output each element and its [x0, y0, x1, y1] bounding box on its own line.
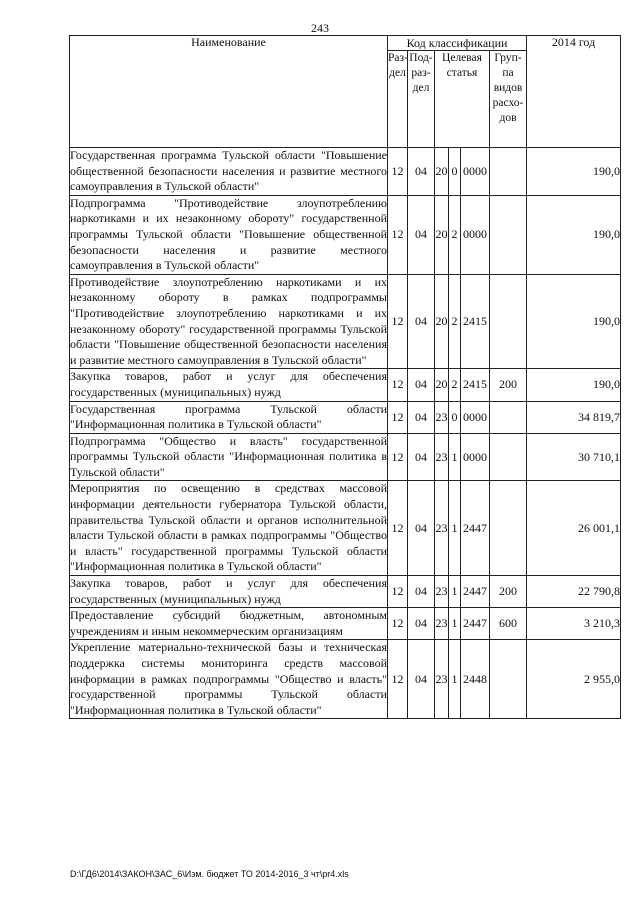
row-name: Мероприятия по освещению в средствах массовой информации деятельности губернатора Тульской области, правительства Тульской области и органов исполнительной власти Тульской области в рамках подпрограммы "Общество и власть" государственной программы Тульской области "Информационная политика в Тульской области" [70, 481, 388, 576]
table-row [70, 401, 621, 433]
row-target-direction: 2415 [461, 274, 490, 369]
row-amount: 2 955,0 [527, 640, 621, 719]
row-expense-group: 600 [490, 608, 527, 640]
row-expense-group: 200 [490, 576, 527, 608]
table-row [70, 576, 621, 608]
row-target-direction: 2447 [461, 481, 490, 576]
row-expense-group: 200 [490, 369, 527, 401]
header-podrazdel: Под-раз-дел [408, 51, 435, 148]
row-target-subprogram: 2 [449, 195, 461, 274]
row-name: Закупка товаров, работ и услуг для обеспечения государственных (муниципальных) нужд [70, 576, 388, 608]
row-amount: 26 001,1 [527, 481, 621, 576]
row-target-subprogram: 1 [449, 481, 461, 576]
row-name: Государственная программа Тульской области "Информационная политика в Тульской области" [70, 401, 388, 433]
row-target-direction: 2415 [461, 369, 490, 401]
header-code-group: Код классификации [388, 36, 527, 51]
header-gruppa: Груп-па видов расхо-дов [490, 51, 527, 148]
row-target-direction: 0000 [461, 433, 490, 481]
row-amount: 30 710,1 [527, 433, 621, 481]
row-target-direction: 2447 [461, 576, 490, 608]
row-expense-group [490, 640, 527, 719]
row-podrazdel: 04 [408, 608, 435, 640]
row-target-program: 20 [435, 369, 449, 401]
row-razdel: 12 [388, 148, 408, 196]
row-podrazdel: 04 [408, 195, 435, 274]
row-expense-group [490, 481, 527, 576]
row-name: Закупка товаров, работ и услуг для обеспечения государственных (муниципальных) нужд [70, 369, 388, 401]
budget-table [69, 35, 621, 719]
row-podrazdel: 04 [408, 274, 435, 369]
row-amount: 190,0 [527, 274, 621, 369]
header-year: 2014 год [527, 36, 621, 148]
row-amount: 190,0 [527, 195, 621, 274]
table-row [70, 274, 621, 369]
header-name: Наименование [70, 36, 388, 148]
row-target-subprogram: 0 [449, 401, 461, 433]
row-amount: 190,0 [527, 148, 621, 196]
table-row [70, 433, 621, 481]
row-expense-group [490, 401, 527, 433]
row-expense-group [490, 195, 527, 274]
header-razdel: Раз-дел [388, 51, 408, 148]
row-podrazdel: 04 [408, 148, 435, 196]
row-name: Предоставление субсидий бюджетным, автономным учреждениям и иным некоммерческим организациям [70, 608, 388, 640]
row-target-subprogram: 1 [449, 433, 461, 481]
row-target-subprogram: 2 [449, 274, 461, 369]
page-number: 243 [311, 21, 329, 35]
row-podrazdel: 04 [408, 433, 435, 481]
row-amount: 34 819,7 [527, 401, 621, 433]
row-podrazdel: 04 [408, 576, 435, 608]
row-target-direction: 0000 [461, 401, 490, 433]
row-target-program: 23 [435, 576, 449, 608]
row-razdel: 12 [388, 433, 408, 481]
row-expense-group [490, 148, 527, 196]
row-target-direction: 0000 [461, 148, 490, 196]
row-target-direction: 2448 [461, 640, 490, 719]
row-target-program: 23 [435, 608, 449, 640]
row-target-program: 20 [435, 274, 449, 369]
row-razdel: 12 [388, 640, 408, 719]
row-target-subprogram: 1 [449, 608, 461, 640]
row-target-program: 20 [435, 148, 449, 196]
table-row [70, 195, 621, 274]
row-podrazdel: 04 [408, 401, 435, 433]
row-target-direction: 2447 [461, 608, 490, 640]
row-target-program: 23 [435, 481, 449, 576]
row-target-subprogram: 1 [449, 640, 461, 719]
footer-file-path: D:\ГД6\2014\ЗАКОН\ЗАС_6\Изм. бюджет ТО 2014-2016_3 чт\pr4.xls [70, 869, 349, 879]
row-razdel: 12 [388, 481, 408, 576]
table-row [70, 608, 621, 640]
row-razdel: 12 [388, 195, 408, 274]
row-name: Противодействие злоупотреблению наркотиками и их незаконному обороту в рамках подпрограммы "Противодействие злоупотреблению наркотиками и их незаконному обороту" государственной программы Тульской области "Повышение общественной безопасности населения и развитие местного самоуправления в Тульской области" [70, 274, 388, 369]
table-row [70, 369, 621, 401]
table-body [70, 148, 621, 719]
row-target-program: 23 [435, 401, 449, 433]
row-razdel: 12 [388, 369, 408, 401]
table-row [70, 148, 621, 196]
row-name: Государственная программа Тульской области "Повышение общественной безопасности населения и развитие местного самоуправления в Тульской области" [70, 148, 388, 196]
row-target-direction: 0000 [461, 195, 490, 274]
row-expense-group [490, 433, 527, 481]
row-expense-group [490, 274, 527, 369]
row-name: Укрепление материально-технической базы и техническая поддержка системы мониторинга средств массовой информации в рамках подпрограммы "Общество и власть" государственной программы Тульской области "Информационная политика в Тульской области" [70, 640, 388, 719]
row-amount: 190,0 [527, 369, 621, 401]
row-target-subprogram: 2 [449, 369, 461, 401]
row-target-program: 20 [435, 195, 449, 274]
row-razdel: 12 [388, 401, 408, 433]
row-target-program: 23 [435, 433, 449, 481]
table-row [70, 640, 621, 719]
row-name: Подпрограмма "Противодействие злоупотреблению наркотиками и их незаконному обороту" государственной программы Тульской области "Повышение общественной безопасности населения и развитие местного самоуправления в Тульской области" [70, 195, 388, 274]
row-podrazdel: 04 [408, 481, 435, 576]
header-tselevaya: Целевая статья [435, 51, 490, 148]
row-razdel: 12 [388, 608, 408, 640]
table-row [70, 481, 621, 576]
row-target-program: 23 [435, 640, 449, 719]
row-target-subprogram: 1 [449, 576, 461, 608]
row-amount: 22 790,8 [527, 576, 621, 608]
row-amount: 3 210,3 [527, 608, 621, 640]
row-razdel: 12 [388, 576, 408, 608]
row-podrazdel: 04 [408, 640, 435, 719]
row-name: Подпрограмма "Общество и власть" государственной программы Тульской области "Информационная политика в Тульской области" [70, 433, 388, 481]
row-target-subprogram: 0 [449, 148, 461, 196]
row-podrazdel: 04 [408, 369, 435, 401]
row-razdel: 12 [388, 274, 408, 369]
